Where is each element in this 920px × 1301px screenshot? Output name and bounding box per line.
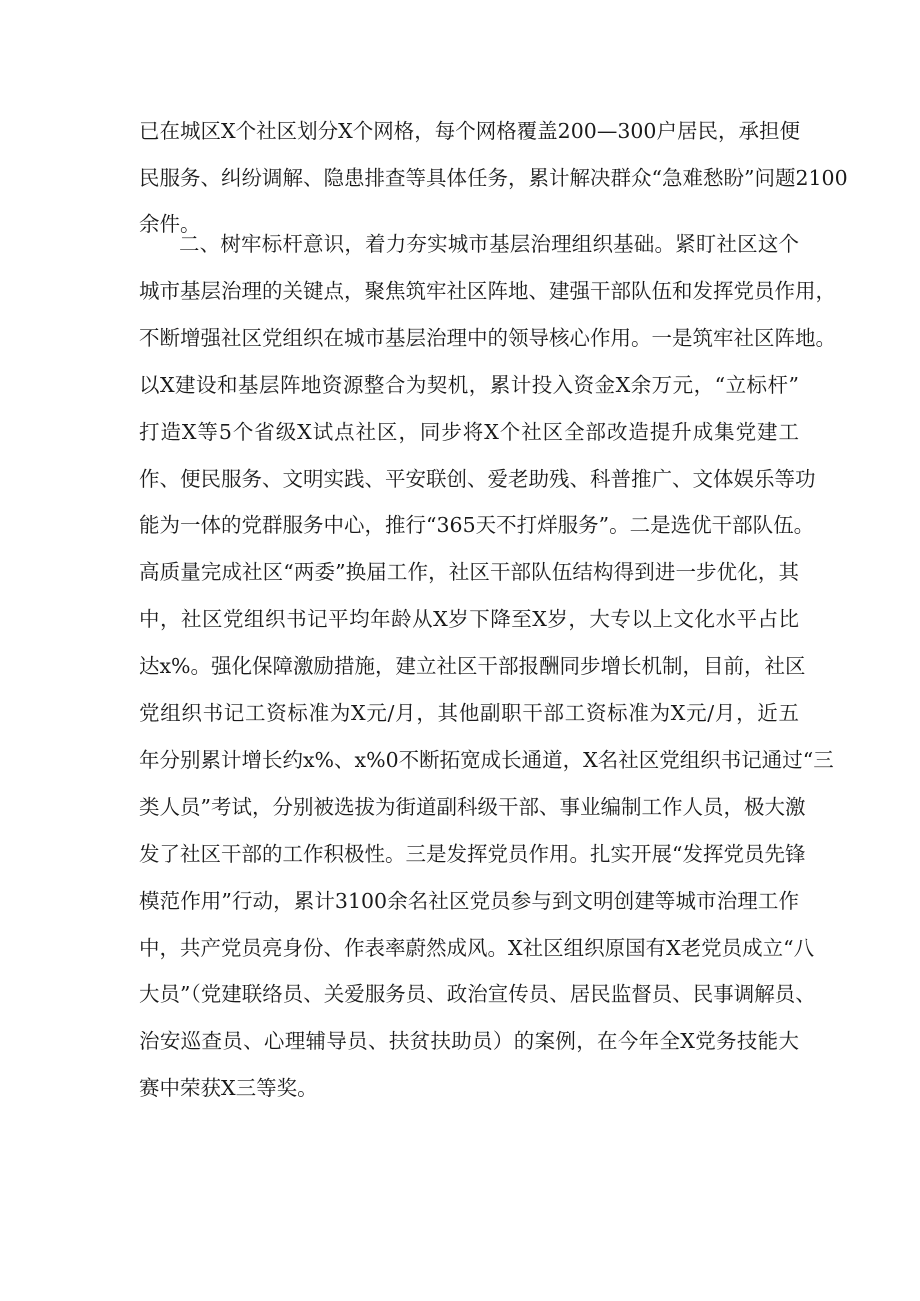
text-line: 年分别累计增长约x%、x%0不断拓宽成长通道，X名社区党组织书记通过“三 [139,748,834,772]
text-line: 治安巡查员、心理辅导员、扶贫扶助员）的案例，在今年全X党务技能大 [139,1029,799,1053]
text-line: 已在城区X个社区划分X个网格，每个网格覆盖200—300户居民，承担便 [139,119,800,143]
text-line: 不断增强社区党组织在城市基层治理中的领导核心作用。一是筑牢社区阵地。 [139,326,836,350]
text-line: 打造X等5个省级X试点社区，同步将X个社区全部改造提升成集党建工 [139,420,799,444]
text-line: 发了社区干部的工作积极性。三是发挥党员作用。扎实开展“发挥党员先锋 [139,842,806,866]
text-line: 模范作用”行动，累计3100余名社区党员参与到文明创建等城市治理工作 [139,889,799,913]
text-line: 城市基层治理的关键点，聚焦筑牢社区阵地、建强干部队伍和发挥党员作用， [139,279,836,303]
text-line: 二、树牢标杆意识，着力夯实城市基层治理组织基础。紧盯社区这个 [179,232,799,256]
text-line: 民服务、纠纷调解、隐患排查等具体任务，累计解决群众“急难愁盼”问题2100 [139,166,848,190]
text-line: 中，共产党员亮身份、作表率蔚然成风。X社区组织原国有X老党员成立“八 [139,936,815,960]
text-line: 类人员”考试，分别被选拔为街道副科级干部、事业编制工作人员，极大激 [139,795,806,819]
text-line: 党组织书记工资标准为X元/月，其他副职干部工资标准为X元/月，近五 [139,701,799,725]
text-line: 能为一体的党群服务中心，推行“365天不打烊服务”。二是选优干部队伍。 [139,513,815,537]
text-line: 大员”（党建联络员、关爱服务员、政治宣传员、居民监督员、民事调解员、 [139,982,816,1006]
text-line: 余件。 [139,212,201,236]
text-line: 赛中荣获X三等奖。 [139,1076,318,1100]
text-line: 达x%。强化保障激励措施，建立社区干部报酬同步增长机制，目前，社区 [139,654,806,678]
text-line: 高质量完成社区“两委”换届工作，社区干部队伍结构得到进一步优化，其 [139,560,799,584]
text-line: 以X建设和基层阵地资源整合为契机，累计投入资金X余万元，“立标杆” [139,373,799,397]
text-line: 中，社区党组织书记平均年龄从X岁下降至X岁，大专以上文化水平占比 [139,607,799,631]
text-line: 作、便民服务、文明实践、平安联创、爱老助残、科普推广、文体娱乐等功 [139,467,816,491]
